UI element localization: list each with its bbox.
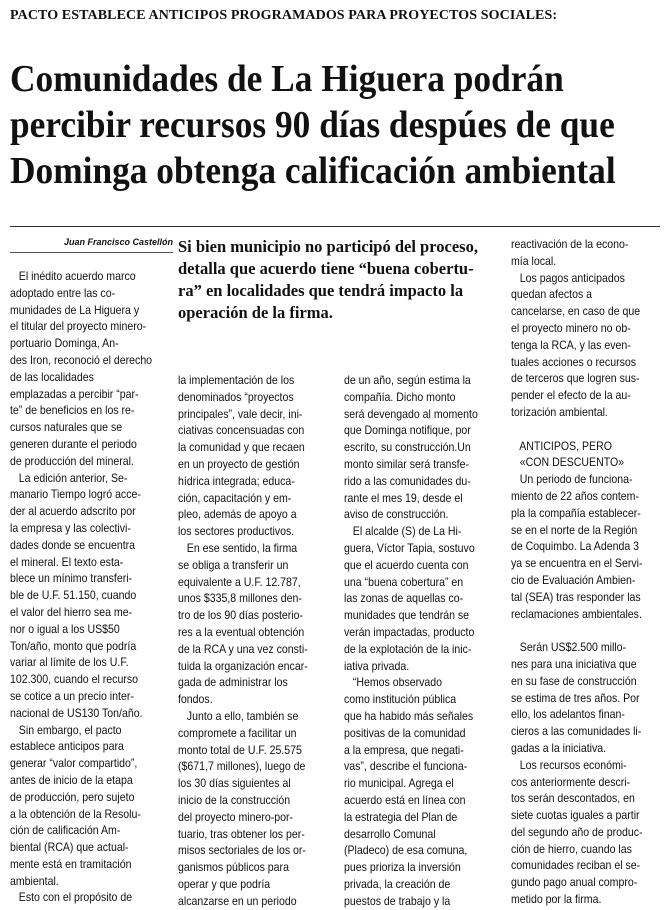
column-line: de producción, pero sujeto — [10, 789, 135, 804]
column-line: reclamaciones ambientales. — [511, 606, 642, 621]
column-line: ción de calificación Am- — [10, 823, 121, 838]
byline-divider — [10, 252, 173, 253]
column-line: munidades de La Higuera y — [10, 302, 140, 317]
column-line: (Pladeco) de esa comuna, — [344, 843, 468, 858]
column-line: se en el norte de la Región — [511, 522, 638, 537]
column-line: torización ambiental. — [511, 404, 608, 419]
deck — [178, 236, 500, 324]
column-line: La edición anterior, Se- — [10, 470, 128, 485]
column-line: se obliga a transferir un — [178, 557, 289, 572]
column-line: acuerdo está en línea con — [344, 792, 466, 807]
column-line: como institución pública — [344, 692, 457, 707]
column-line: comunidades reciban el se- — [511, 858, 641, 873]
column-line: misos sectoriales de los or- — [178, 843, 306, 858]
column-line: tuida la organización encar- — [178, 658, 308, 673]
column-line: ción de hierro, cuando las — [511, 841, 632, 856]
column-line: de la explotación de la inic- — [344, 641, 472, 656]
column-line: nacional de US130 Ton/año. — [10, 705, 143, 720]
deck-line: operación de la firma. — [178, 303, 333, 322]
column-line: munidades que tendrán se — [344, 608, 470, 623]
column-line: tal (SEA) tras responder las — [511, 589, 641, 604]
article-column-1 — [10, 268, 170, 906]
column-line: Junto a ello, también se — [178, 708, 299, 723]
column-line: inicio de la construcción — [178, 792, 291, 807]
column-line: generen durante el periodo — [10, 436, 137, 451]
column-line: ($671,7 millones), luego de — [178, 759, 306, 774]
column-line: aviso de construcción. — [344, 507, 449, 522]
column-line: la empresa y las colectivi- — [10, 520, 131, 535]
column-line: ANTICIPOS, PERO — [511, 438, 612, 453]
column-line: gada de administrar los — [178, 675, 288, 690]
column-line: cancelarse, en caso de que — [511, 304, 641, 319]
column-line: guera, Víctor Tapia, sostuvo — [344, 540, 475, 555]
column-line: verán impactadas, producto — [344, 624, 475, 639]
column-line: reactivación de la econo- — [511, 237, 629, 251]
column-line: se cotice a un precio inter- — [10, 688, 134, 703]
column-line: será devengado al momento — [344, 406, 478, 421]
column-line: pender el efecto de la au- — [511, 388, 631, 403]
column-line: que ha habido más señales — [344, 708, 474, 723]
column-line: emplazadas a percibir “par- — [10, 386, 139, 401]
column-line: la implementación de los — [178, 373, 295, 387]
column-line: compañía. Dicho monto — [344, 389, 456, 404]
column-line: los sectores productivos. — [178, 524, 295, 539]
column-line: cio de Evaluación Ambien- — [511, 572, 636, 587]
column-line: quedan afectos a — [511, 287, 593, 302]
column-line: equivalente a U.F. 12.787, — [178, 574, 301, 589]
column-line: “Hemos observado — [344, 675, 443, 690]
column-line: el valor del hierro sea me- — [10, 604, 133, 619]
column-line: miento de 22 años contem- — [511, 488, 639, 503]
deck-line: ra” en localidades que tendrá impacto la — [178, 281, 464, 300]
column-line: Sin embargo, el pacto — [10, 722, 122, 737]
column-line: del segundo año de produc- — [511, 824, 643, 839]
column-line: pues prioriza la inversión — [344, 860, 461, 875]
column-line: rante el mes 19, desde el — [344, 490, 463, 505]
column-line: ble de U.F. 51.150, cuando — [10, 588, 137, 603]
deck-line: detalla que acuerdo tiene “buena cobertu- — [178, 259, 474, 278]
headline-line: Dominga obtenga calificación ambiental — [10, 150, 616, 192]
column-line: gadas a la iniciativa. — [511, 740, 607, 755]
column-line: generar “valor compartido”, — [10, 756, 138, 771]
column-line: de Coquimbo. La Adenda 3 — [511, 539, 639, 554]
column-line — [511, 622, 669, 639]
column-line: denominados “proyectos — [178, 389, 294, 404]
column-line: te” de beneficios en los re- — [10, 403, 135, 418]
column-line: rio municipal. Agrega el — [344, 776, 454, 791]
column-line: variar al límite de los U.F. — [10, 655, 129, 670]
column-line: alcanzarse en un periodo — [178, 893, 297, 908]
column-line: monto total de U.F. 25.575 — [178, 742, 302, 757]
column-line: tro de los 90 días posterio- — [178, 608, 304, 623]
column-line: nor o igual a los US$50 — [10, 621, 120, 636]
column-line: res a la eventual obtención — [178, 624, 305, 639]
column-line: compromete a facilitar un — [178, 725, 297, 740]
column-line: siete cuotas iguales a partir — [511, 808, 640, 823]
column-line: puestos de trabajo y la — [344, 893, 451, 908]
column-line: de las localidades — [10, 369, 94, 384]
column-line: el titular del proyecto minero- — [10, 319, 147, 334]
headline — [10, 56, 619, 194]
column-line: iativa privada. — [344, 658, 410, 673]
column-line: Un periodo de funciona- — [511, 472, 633, 487]
column-line: mente está en tramitación — [10, 856, 132, 871]
column-line: una “buena cobertura” en — [344, 574, 464, 589]
kicker: PACTO ESTABLECE ANTICIPOS PROGRAMADOS PARA PROYECTOS SOCIALES: — [10, 8, 558, 23]
column-line: en su fase de construcción — [511, 673, 637, 688]
column-line: El alcalde (S) de La Hi- — [344, 524, 462, 539]
column-line: blece un mínimo transferi- — [10, 571, 133, 586]
column-line: unos $335,8 millones den- — [178, 591, 302, 606]
byline: Juan Francisco Castellón — [63, 237, 173, 247]
column-line: a la empresa, que negati- — [344, 742, 464, 757]
column-line: ambiental. — [10, 873, 59, 888]
column-line: 102.300, cuando el recurso — [10, 672, 138, 687]
column-line: desarrollo Comunal — [344, 826, 436, 841]
column-line: biental (RCA) que actual- — [10, 840, 129, 855]
column-line: fondos. — [178, 692, 213, 707]
header-divider — [10, 226, 660, 227]
column-line: de terceros que logren sus- — [511, 371, 640, 386]
article-column-2 — [178, 372, 341, 910]
column-line: rido a las comunidades du- — [344, 473, 471, 488]
column-line: vas”, describe el funciona- — [344, 759, 468, 774]
column-line: tenga la RCA, y las even- — [511, 337, 631, 352]
column-line: nes para una iniciativa que — [511, 656, 637, 671]
column-line: pleo, además de apoyo a — [178, 507, 297, 522]
column-line: a la obtención de la Resolu- — [10, 806, 141, 821]
column-line: positivas de la comunidad — [344, 725, 466, 740]
headline-line: percibir recursos 90 días despúes de que — [10, 104, 615, 146]
column-line: cursos naturales que se — [10, 420, 123, 435]
column-line: Los pagos anticipados — [511, 270, 625, 285]
column-line: portuario Dominga, An- — [10, 336, 119, 351]
column-line: En ese sentido, la firma — [178, 540, 298, 555]
column-line: establece anticipos para — [10, 739, 124, 754]
column-line: dades donde se encuentra — [10, 537, 136, 552]
column-line: Ton/año, monto que podría — [10, 638, 137, 653]
column-line: «CON DESCUENTO» — [511, 455, 625, 470]
column-line: operar y que podría — [178, 876, 271, 891]
column-line: de producción del mineral. — [10, 453, 134, 468]
column-line: ganismos públicos para — [178, 860, 289, 875]
article-column-4 — [511, 236, 669, 908]
column-line: de la RCA y una vez consti- — [178, 641, 308, 656]
column-line: que el acuerdo cuenta con — [344, 557, 469, 572]
column-line: de un año, según estima la — [344, 373, 471, 387]
column-line: Los recursos económi- — [511, 757, 627, 772]
column-line: El inédito acuerdo marco — [10, 269, 136, 283]
column-line: cieros a las comunidades li- — [511, 724, 642, 739]
column-line: escrito, su construcción.Un — [344, 440, 471, 455]
article-column-3 — [344, 372, 507, 910]
column-line — [511, 421, 669, 438]
column-line: hídrica integrada; educa- — [178, 473, 295, 488]
column-line: en un proyecto de gestión — [178, 456, 300, 471]
column-line: que Dominga notifique, por — [344, 423, 471, 438]
column-line: adoptado entre las co- — [10, 285, 116, 300]
column-line: los 30 días siguientes al — [178, 776, 291, 791]
column-line: manario Tiempo logró acce- — [10, 487, 141, 502]
column-line: la estrategia del Plan de — [344, 809, 458, 824]
column-line: pla la compañía establecer- — [511, 505, 641, 520]
column-line: Serán US$2.500 millo- — [511, 640, 627, 655]
column-line: ello, los adelantos finan- — [511, 707, 625, 722]
deck-line: Si bien municipio no participó del proceso, — [178, 237, 478, 256]
column-line: der al acuerdo adscrito por — [10, 504, 136, 519]
headline-line: Comunidades de La Higuera podrán — [10, 58, 564, 100]
column-line: cos anteriormente descri- — [511, 774, 631, 789]
column-line: monto similar será transfe- — [344, 456, 470, 471]
column-line: metido por la firma. — [511, 892, 602, 907]
column-line: se estima de tres años. Por — [511, 690, 640, 705]
column-line: Esto con el propósito de — [10, 890, 133, 905]
column-line: ciativas concensuadas con — [178, 423, 305, 438]
column-line: ción, capacitación y em- — [178, 490, 292, 505]
column-line: ya se encuentra en el Servi- — [511, 556, 643, 571]
column-line: gundo pago anual compro- — [511, 875, 638, 890]
column-line: tuario, tras obtener los per- — [178, 826, 305, 841]
column-line: el mineral. El texto esta- — [10, 554, 124, 569]
column-line: principales”, vale decir, ini- — [178, 406, 303, 421]
column-line: las zonas de aquellas co- — [344, 591, 464, 606]
column-line: tos serán descontados, en — [511, 791, 635, 806]
column-line: el proyecto minero no ob- — [511, 320, 631, 335]
column-line: antes de inicio de la etapa — [10, 772, 133, 787]
column-line: mía local. — [511, 253, 557, 268]
column-line: privada, la creación de — [344, 876, 451, 891]
column-line: del proyecto minero-por- — [178, 809, 294, 824]
column-line: tuales acciones o recursos — [511, 354, 637, 369]
column-line: des Iron, reconoció el derecho — [10, 352, 153, 367]
column-line: la comunidad y que recaen — [178, 440, 305, 455]
